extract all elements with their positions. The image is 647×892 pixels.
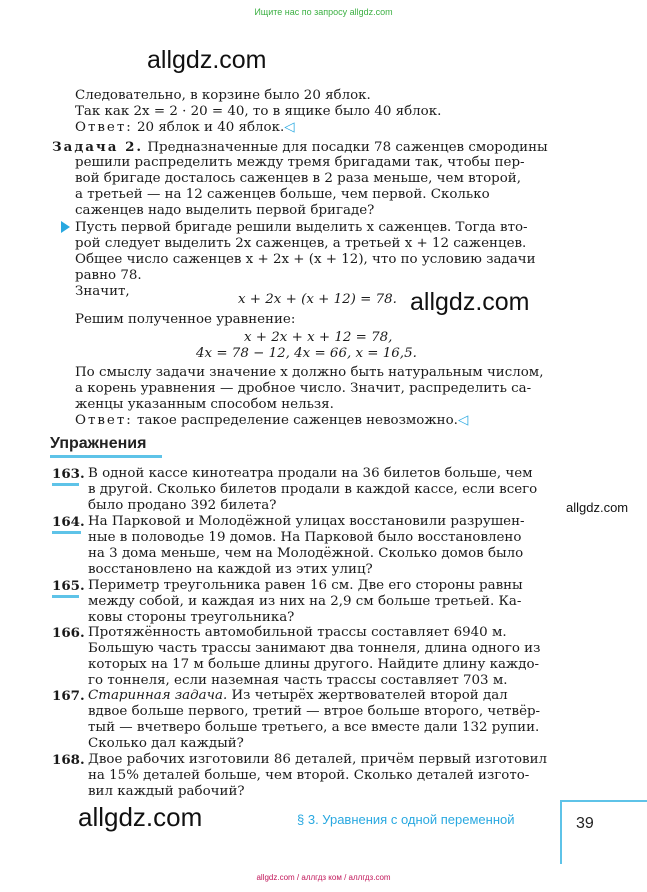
task-text: Предназначенные для посадки 78 саженцев смородины xyxy=(143,140,548,155)
link-separator: / xyxy=(344,873,347,882)
text-line: было продано 392 билета? xyxy=(88,498,277,513)
text-line: тый — вчетверо больше третьего, а все вместе дали 132 рупии. xyxy=(88,720,540,735)
answer-line xyxy=(75,120,295,136)
text-line: На Парковой и Молодёжной улицах восстановили разрушен- xyxy=(88,514,525,529)
exercise-number-166: 166. xyxy=(52,625,85,641)
text-line: в другой. Сколько билетов продали в каждой кассе, если всего xyxy=(88,482,538,497)
section-title: § 3. Уравнения с одной переменной xyxy=(297,812,515,827)
text-line: а корень уравнения — дробное число. Значит, распределить са- xyxy=(75,381,532,396)
end-mark-icon: ◁ xyxy=(457,413,469,428)
text-line: женцы указанным способом нельзя. xyxy=(75,397,334,412)
equation-2: x + 2x + x + 12 = 78, xyxy=(244,330,393,345)
heading-underline xyxy=(50,455,162,458)
text-line: вил каждый рабочий? xyxy=(88,784,245,799)
text-line: Значит, xyxy=(75,284,130,299)
exercise-text: Из четырёх жертвователей второй дал xyxy=(227,688,508,703)
page-number: 39 xyxy=(576,815,594,832)
end-mark-icon: ◁ xyxy=(284,120,295,135)
text-line: вой бригаде досталось саженцев в 2 раза меньше, чем второй, xyxy=(75,171,521,186)
text-line: на 3 дома меньше, чем на Молодёжной. Сколько домов было xyxy=(88,546,524,561)
answer-label: Ответ: xyxy=(75,120,133,135)
text-line: ные в половодье 19 домов. На Парковой было восстановлено xyxy=(88,530,522,545)
watermark-middle: allgdz.com xyxy=(410,288,530,316)
exercise-underline xyxy=(52,595,79,598)
text-line: Двое рабочих изготовили 86 деталей, причём первый изготовил xyxy=(88,752,548,767)
text-line: го тоннеля, если наземная часть трассы составляет 703 м. xyxy=(88,673,508,688)
exercise-167-line-1 xyxy=(88,688,508,704)
text-line: Протяжённость автомобильной трассы составляет 6940 м. xyxy=(88,625,507,640)
exercise-number-163: 163. xyxy=(52,466,85,482)
page-number-frame-left xyxy=(560,800,562,864)
exercise-number-164: 164. xyxy=(52,514,85,530)
watermark-side: allgdz.com xyxy=(566,500,629,515)
watermark-bottom: allgdz.com xyxy=(78,802,203,832)
answer-text: 20 яблок и 40 яблок. xyxy=(132,120,285,135)
text-line: Большую часть трассы занимают два тоннеля, длина одного из xyxy=(88,641,541,656)
equation-3: 4x = 78 − 12, 4x = 66, x = 16,5. xyxy=(196,346,417,361)
text-line: Так как 2x = 2 · 20 = 40, то в ящике было 40 яблок. xyxy=(75,104,442,119)
exercise-number-167: 167. xyxy=(52,688,85,704)
watermark-top: allgdz.com xyxy=(147,46,267,74)
exercises-heading: Упражнения xyxy=(50,435,147,452)
top-search-hint[interactable]: Ищите нас по запросу allgdz.com xyxy=(254,7,393,17)
exercise-number-165: 165. xyxy=(52,578,85,594)
text-line: равно 78. xyxy=(75,268,142,283)
text-line: Пусть первой бригаде решили выделить x саженцев. Тогда вто- xyxy=(75,220,528,235)
exercise-underline xyxy=(52,483,79,486)
link-separator: / xyxy=(296,873,300,882)
bottom-link[interactable]: аллгдз ком xyxy=(301,873,342,882)
text-line: По смыслу задачи значение x должно быть натуральным числом, xyxy=(75,365,544,380)
solution-start-icon xyxy=(61,221,70,233)
text-line: Периметр треугольника равен 16 см. Две его стороны равны xyxy=(88,578,523,593)
bottom-link[interactable]: аллгдз.com xyxy=(348,873,391,882)
answer-label: Ответ: xyxy=(75,413,133,428)
answer-line xyxy=(75,413,468,429)
task2-line-1 xyxy=(52,139,548,156)
text-line: Следовательно, в корзине было 20 яблок. xyxy=(75,88,371,103)
text-line: а третьей — на 12 саженцев больше, чем первой. Сколько xyxy=(75,187,490,202)
task-label: Задача 2. xyxy=(52,139,144,155)
text-line: Сколько дал каждый? xyxy=(88,736,244,751)
text-line: между собой, и каждая из них на 2,9 см больше третьей. Ка- xyxy=(88,594,522,609)
text-line: рой следует выделить 2x саженцев, а третьей x + 12 саженцев. xyxy=(75,236,527,251)
text-line: вдвое больше первого, третий — втрое больше второго, четвёр- xyxy=(88,704,541,719)
bottom-link[interactable]: allgdz.com xyxy=(256,873,295,882)
exercise-number-168: 168. xyxy=(52,752,85,768)
exercise-underline xyxy=(52,531,81,534)
text-line: В одной кассе кинотеатра продали на 36 билетов больше, чем xyxy=(88,466,533,481)
text-line: саженцев надо выделить первой бригаде? xyxy=(75,203,375,218)
text-line: которых на 17 м больше длины другого. Найдите длину каждо- xyxy=(88,657,540,672)
answer-text: такое распределение саженцев невозможно. xyxy=(132,413,458,428)
text-line: на 15% деталей больше, чем второй. Сколько деталей изгото- xyxy=(88,768,530,783)
equation-1: x + 2x + (x + 12) = 78. xyxy=(238,292,397,307)
text-line: ковы стороны треугольника? xyxy=(88,610,295,625)
text-line: Общее число саженцев x + 2x + (x + 12), что по условию задачи xyxy=(75,252,536,267)
exercise-title: Старинная задача. xyxy=(88,688,228,703)
bottom-links xyxy=(0,873,647,882)
text-line: решили распределить между тремя бригадами так, чтобы пер- xyxy=(75,155,525,170)
text-line: восстановлено на каждой из этих улиц? xyxy=(88,562,373,577)
text-line: Решим полученное уравнение: xyxy=(75,312,296,327)
page-number-frame-top xyxy=(560,800,647,802)
